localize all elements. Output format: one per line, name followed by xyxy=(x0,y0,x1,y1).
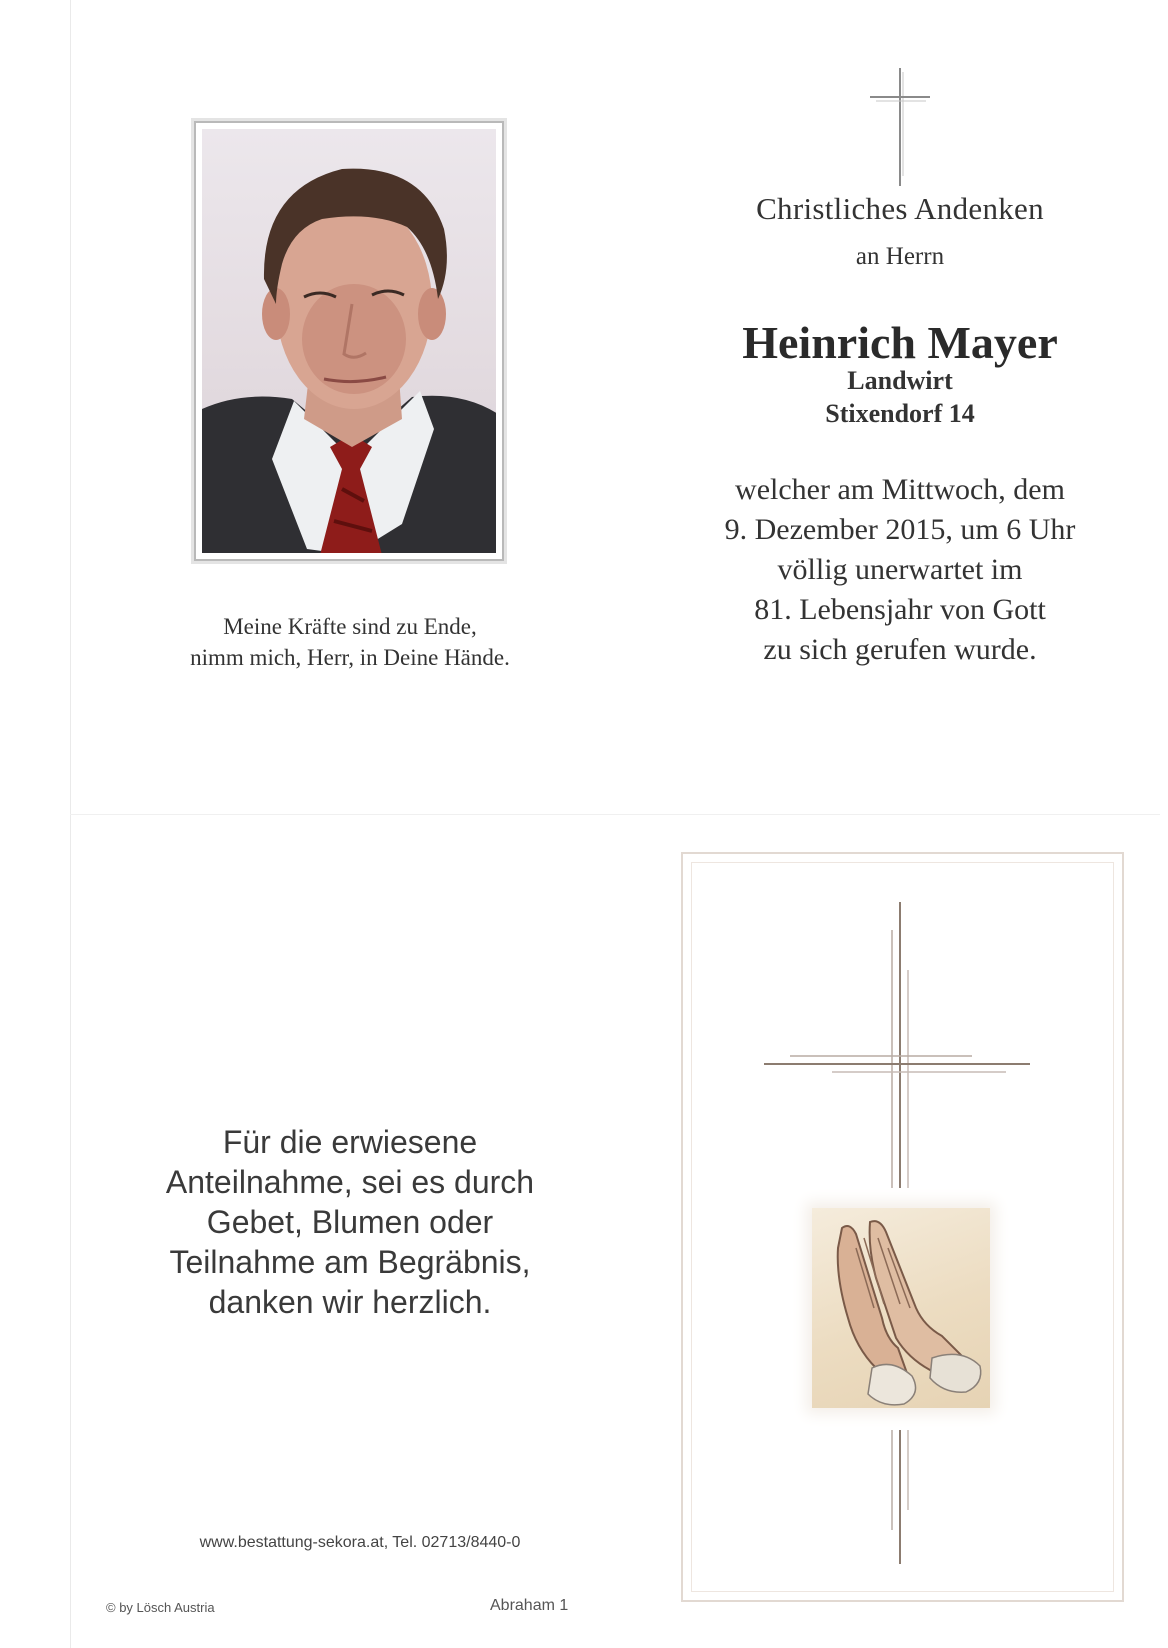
memorial-heading: Christliches Andenken xyxy=(756,191,1044,226)
deceased-address: Stixendorf 14 xyxy=(825,399,975,428)
verse-line: Meine Kräfte sind zu Ende, xyxy=(223,614,477,639)
salutation: an Herrn xyxy=(855,243,945,270)
death-notice-line: völlig unerwartet im xyxy=(777,553,1023,586)
death-notice-line: zu sich gerufen wurde. xyxy=(763,633,1037,666)
design-code: Abraham 1 xyxy=(490,1597,569,1614)
copyright-notice: © by Lösch Austria xyxy=(106,1600,215,1615)
portrait-frame xyxy=(194,121,504,561)
funeral-home-contact: www.bestattung-sekora.at, Tel. 02713/8440-0 xyxy=(199,1534,521,1551)
verse-line: nimm mich, Herr, in Deine Hände. xyxy=(190,645,510,670)
death-notice-line: 9. Dezember 2015, um 6 Uhr xyxy=(724,513,1076,546)
praying-hands-image xyxy=(812,1208,990,1408)
deceased-name: Heinrich Mayer xyxy=(742,317,1058,368)
deceased-occupation: Landwirt xyxy=(847,366,953,395)
death-notice-line: 81. Lebensjahr von Gott xyxy=(754,593,1046,626)
portrait-photo xyxy=(202,129,496,553)
thanks-line: Gebet, Blumen oder xyxy=(206,1204,494,1240)
card-left-edge xyxy=(70,0,71,1648)
death-notice-line: welcher am Mittwoch, dem xyxy=(735,473,1065,506)
thanks-line: Anteilnahme, sei es durch xyxy=(165,1164,535,1200)
thanks-line: danken wir herzlich. xyxy=(208,1284,492,1320)
death-notice xyxy=(680,470,1120,670)
thanks-line: Teilnahme am Begräbnis, xyxy=(169,1244,531,1280)
praying-hands-icon xyxy=(812,1208,990,1408)
thanks-message xyxy=(130,1122,570,1322)
verse xyxy=(150,611,550,673)
thanks-line: Für die erwiesene xyxy=(222,1124,478,1160)
card-fold-line xyxy=(70,814,1160,815)
cross-icon xyxy=(868,66,932,188)
